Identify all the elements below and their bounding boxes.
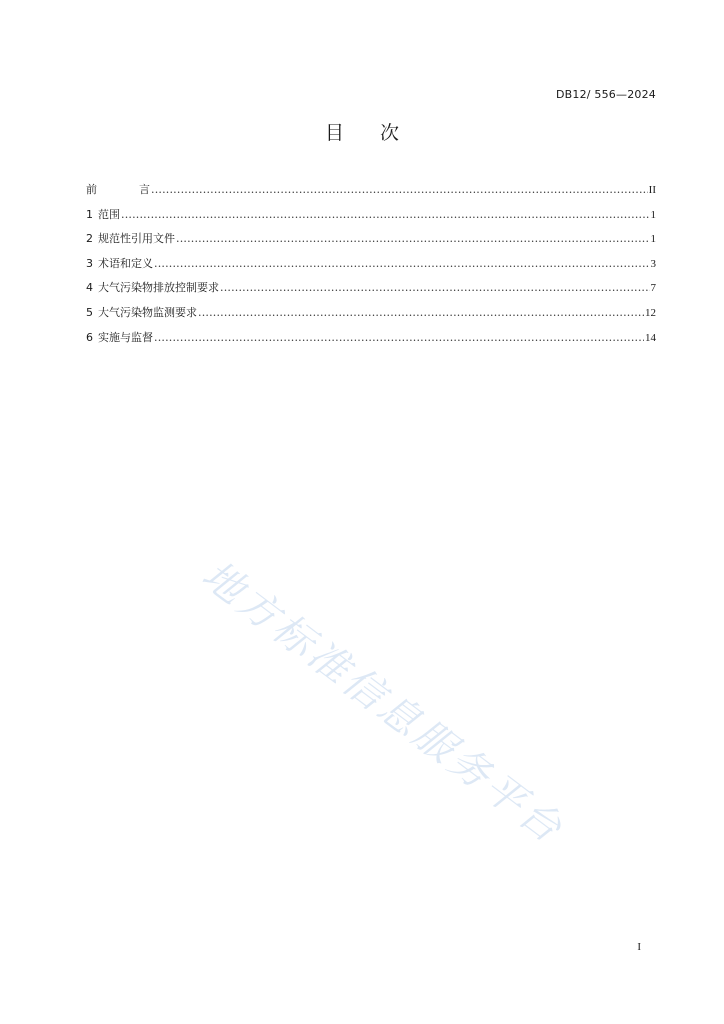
toc-entry-monitoring[interactable] — [86, 305, 656, 330]
toc-entry-page: II — [648, 184, 656, 196]
toc-leader-dots — [121, 207, 650, 223]
table-of-contents — [86, 182, 656, 354]
toc-entry-implementation[interactable] — [86, 330, 656, 355]
toc-entry-label: 5 大气污染物监测要求 — [86, 305, 197, 319]
toc-leader-dots — [154, 330, 644, 346]
toc-title-char-1: 目 — [324, 122, 344, 144]
toc-entry-page: 12 — [645, 306, 656, 319]
toc-entry-label: 1 范围 — [86, 207, 120, 221]
toc-entry-label: 2 规范性引用文件 — [86, 232, 175, 246]
toc-entry-scope[interactable] — [86, 207, 656, 232]
toc-title-char-2: 次 — [380, 122, 400, 144]
toc-leader-dots — [151, 182, 648, 198]
toc-entry-label: 3 术语和定义 — [86, 256, 153, 270]
toc-entry-emission-control[interactable] — [86, 280, 656, 305]
toc-entry-page: 7 — [650, 282, 656, 295]
page-number: I — [637, 941, 641, 953]
toc-leader-dots — [220, 280, 650, 296]
toc-entry-terms-definitions[interactable] — [86, 256, 656, 281]
toc-entry-label: 6 实施与监督 — [86, 330, 153, 344]
toc-entry-page: 14 — [645, 331, 656, 344]
toc-leader-dots — [154, 256, 650, 272]
toc-entry-page: 1 — [650, 233, 656, 246]
toc-entry-page: 3 — [650, 257, 656, 270]
toc-leader-dots — [198, 305, 644, 321]
toc-title — [0, 118, 724, 145]
toc-entry-page: 1 — [650, 208, 656, 221]
toc-entry-label: 前 言 — [86, 183, 150, 196]
toc-entry-preface[interactable] — [86, 182, 656, 207]
watermark: 地方标准信息服务平台 — [193, 552, 573, 854]
document-code: DB12/ 556—2024 — [555, 88, 656, 101]
toc-entry-label: 4 大气污染物排放控制要求 — [86, 281, 219, 295]
toc-entry-normative-references[interactable] — [86, 231, 656, 256]
toc-leader-dots — [176, 231, 650, 247]
